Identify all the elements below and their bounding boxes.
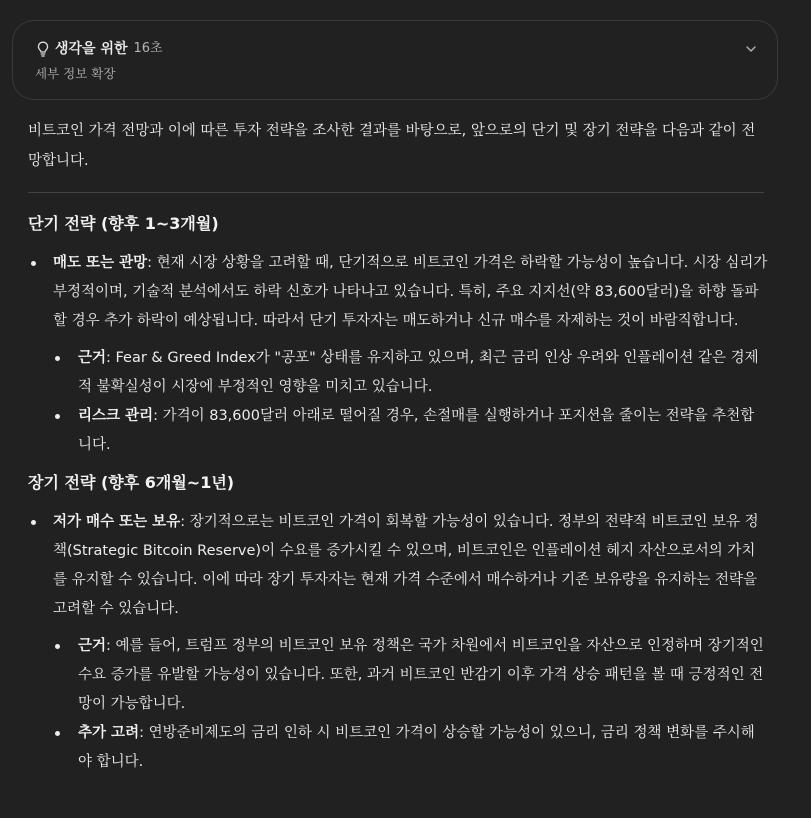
item-text: : 가격이 83,600달러 아래로 떨어질 경우, 손절매를 실행하거나 포지션을 줄이는 전략을 추천합니다.: [78, 408, 755, 453]
long-term-list: [28, 508, 768, 777]
item-text: : 장기적으로는 비트코인 가격이 회복할 가능성이 있습니다. 정부의 전략적 비트코인 보유 정책(Strategic Bitcoin Reserve)이 수요를 증가시킬 수 있으며, 비트코인은 인플레이션 헤지 자산으로서의 가치를 유지할 수 있습니다. 이에 따라 장기 투자자는 현재 가격 수준에서 매수하거나 기존 보유량을 유지하는 전략을 고려할 수 있습니다.: [53, 514, 759, 617]
short-term-sublist: [53, 344, 768, 460]
item-label: 추가 고려: [78, 725, 140, 741]
item-label: 근거: [78, 638, 107, 654]
item-text: : Fear & Greed Index가 "공포" 상태를 유지하고 있으며, 최근 금리 인상 우려와 인플레이션 같은 경제적 불확실성이 시장에 부정적인 영향을 미치고 있습니다.: [78, 350, 759, 395]
item-text: : 연방준비제도의 금리 인하 시 비트코인 가격이 상승할 가능성이 있으니, 금리 정책 변화를 주시해야 합니다.: [78, 725, 755, 770]
intro-paragraph: 비트코인 가격 전망과 이에 따른 투자 전략을 조사한 결과를 바탕으로, 앞으로의 단기 및 장기 전략을 다음과 같이 전망합니다.: [28, 123, 756, 169]
item-label: 매도 또는 관망: [53, 255, 148, 271]
list-item: [53, 344, 768, 402]
list-item: [53, 402, 768, 460]
thinking-summary-toggle[interactable]: [12, 20, 778, 100]
thinking-title: 생각을 위한: [55, 41, 128, 57]
short-term-list: [28, 249, 768, 460]
lightbulb-icon: [35, 40, 51, 58]
item-text: : 현재 시장 상황을 고려할 때, 단기적으로 비트코인 가격은 하락할 가능성이 높습니다. 시장 심리가 부정적이며, 기술적 분석에서도 하락 신호가 나타나고 있습니다. 특히, 주요 지지선(약 83,600달러)을 하향 돌파할 경우 추가 하락이 예상됩니다. 따라서 단기 투자자는 매도하거나 신규 매수를 자제하는 것이 바람직합니다.: [53, 255, 768, 329]
divider: [28, 192, 764, 193]
long-term-heading: 장기 전략 (향후 6개월~1년): [28, 473, 235, 492]
short-term-heading: 단기 전략 (향후 1~3개월): [28, 214, 219, 233]
list-item: [28, 508, 768, 777]
list-item: [53, 719, 768, 777]
item-text: : 예를 들어, 트럼프 정부의 비트코인 보유 정책은 국가 차원에서 비트코인을 자산으로 인정하며 장기적인 수요 증가를 유발할 가능성이 있습니다. 또한, 과거 비트코인 반감기 이후 가격 상승 패턴을 볼 때 긍정적인 전망이 가능합니다.: [78, 638, 764, 712]
long-term-sublist: [53, 632, 768, 777]
thinking-subtitle: 세부 정보 확장: [35, 66, 116, 81]
thinking-duration: 16초: [133, 41, 163, 56]
thinking-header: [35, 39, 163, 59]
list-item: [28, 249, 768, 460]
item-label: 근거: [78, 350, 107, 366]
list-item: [53, 632, 768, 719]
assistant-message: [28, 116, 768, 785]
item-label: 리스크 관리: [78, 408, 154, 424]
chevron-down-icon[interactable]: [745, 43, 757, 55]
item-label: 저가 매수 또는 보유: [53, 514, 181, 530]
